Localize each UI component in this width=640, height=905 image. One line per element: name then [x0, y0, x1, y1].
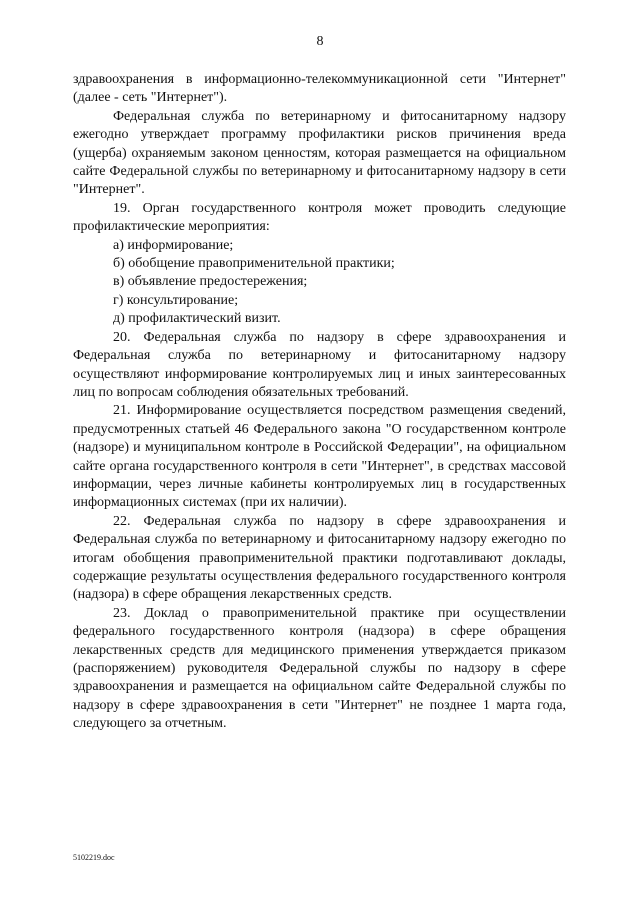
paragraph: 21. Информирование осуществляется посредством размещения сведений, предусмотренных статьей 46 Федерального закона "О государственном контроле (надзоре) и муниципальном контроле в Российской Федерации", на официальном сайте органа государственного контроля в сети "Интернет", в средствах массовой информации, через личные кабинеты контролируемых лиц в государственных информационных системах (при их наличии). [73, 403, 566, 511]
paragraph: а) информирование; [113, 237, 234, 253]
paragraph: 19. Орган государственного контроля может проводить следующие профилактические мероприятия: [73, 200, 566, 235]
paragraph: д) профилактический визит. [113, 311, 281, 327]
paragraph: в) объявление предостережения; [113, 274, 308, 290]
footer-file-code: 5102219.doc [73, 853, 115, 862]
page-number: 8 [316, 34, 324, 49]
paragraph: 23. Доклад о правоприменительной практике при осуществлении федерального государственного контроля (надзора) в сфере обращения лекарственных средств для медицинского применения утверждается приказом (распоряжением) руководителя Федеральной службы по надзору в сфере здравоохранения и размещается на официальном сайте Федеральной службы по надзору в сфере здравоохранения в сети "Интернет" не позднее 1 марта года, следующего за отчетным. [73, 605, 566, 732]
paragraph: б) обобщение правоприменительной практики; [113, 256, 395, 272]
paragraph: 22. Федеральная служба по надзору в сфере здравоохранения и Федеральная служба по ветеринарному и фитосанитарному надзору ежегодно по итогам обобщения правоприменительной практики подготавливают доклады, содержащие результаты осуществления федерального государственного контроля (надзора) в сфере обращения лекарственных средств. [73, 513, 566, 603]
paragraph: г) консультирование; [113, 292, 239, 308]
paragraph: 20. Федеральная служба по надзору в сфере здравоохранения и Федеральная служба по ветеринарному и фитосанитарному надзору осуществляют информирование контролируемых лиц и иных заинтересованных лиц по вопросам соблюдения обязательных требований. [73, 329, 566, 400]
paragraph: здравоохранения в информационно-телекоммуникационной сети "Интернет" (далее - сеть "Интернет"). [73, 72, 566, 106]
paragraph: Федеральная служба по ветеринарному и фитосанитарному надзору ежегодно утверждает программу профилактики рисков причинения вреда (ущерба) охраняемым законом ценностям, которая размещается на официальном сайте Федеральной службы по ветеринарному и фитосанитарному надзору в сети "Интернет". [73, 108, 566, 198]
document-body [73, 71, 566, 734]
